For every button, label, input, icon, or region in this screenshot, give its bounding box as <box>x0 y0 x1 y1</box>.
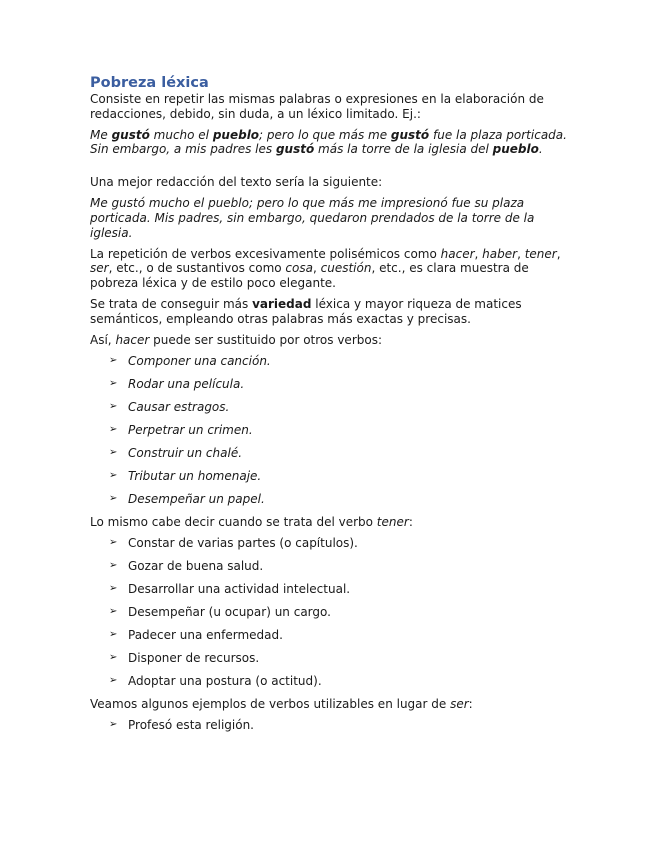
arrow-bullet-icon: ➢ <box>109 718 118 730</box>
arrow-bullet-icon: ➢ <box>109 582 118 594</box>
spacer <box>90 163 570 175</box>
tener-list <box>90 536 570 689</box>
arrow-bullet-icon: ➢ <box>109 492 118 504</box>
arrow-bullet-icon: ➢ <box>109 536 118 548</box>
arrow-bullet-icon: ➢ <box>109 628 118 640</box>
list-item: ➢ Disponer de recursos. <box>109 650 260 665</box>
arrow-bullet-icon: ➢ <box>109 400 118 412</box>
list-item: ➢ Construir un chalé. <box>109 445 243 460</box>
list-item: ➢ Tributar un homenaje. <box>109 468 262 483</box>
arrow-bullet-icon: ➢ <box>109 651 118 663</box>
ser-intro-paragraph: Veamos algunos ejemplos de verbos utilizables en lugar de ser: <box>90 696 473 711</box>
hacer-list <box>90 354 570 507</box>
better-intro-paragraph: Una mejor redacción del texto sería la siguiente: <box>90 175 383 190</box>
good-example-paragraph: Me gustó mucho el pueblo; pero lo que más me impresionó fue su plaza porticada. Mis padres, sin embargo, quedaron prendados de la torre de la iglesia. <box>90 196 535 240</box>
bad-example-paragraph: Me gustó mucho el pueblo; pero lo que más me gustó fue la plaza porticada. Sin embargo, a mis padres les gustó más la torre de la iglesia del pueblo. <box>90 127 567 157</box>
list-item: ➢ Desarrollar una actividad intelectual. <box>109 581 351 596</box>
repetition-paragraph: La repetición de verbos excesivamente polisémicos como hacer, haber, tener, ser, etc., o de sustantivos como cosa, cuestión, etc., es clara muestra de pobreza léxica y de estilo poco elegante. <box>90 246 561 290</box>
hacer-intro-paragraph: Así, hacer puede ser sustituido por otros verbos: <box>90 332 382 347</box>
list-item: ➢ Causar estragos. <box>109 399 230 414</box>
arrow-bullet-icon: ➢ <box>109 605 118 617</box>
arrow-bullet-icon: ➢ <box>109 469 118 481</box>
list-item: ➢ Rodar una película. <box>109 376 245 391</box>
arrow-bullet-icon: ➢ <box>109 377 118 389</box>
list-item: ➢ Padecer una enfermedad. <box>109 627 283 642</box>
list-item: ➢ Desempeñar (u ocupar) un cargo. <box>109 604 331 619</box>
arrow-bullet-icon: ➢ <box>109 354 118 366</box>
list-item: ➢ Constar de varias partes (o capítulos). <box>109 535 358 550</box>
section-heading: Pobreza léxica <box>90 75 209 91</box>
document-page <box>90 74 570 741</box>
arrow-bullet-icon: ➢ <box>109 423 118 435</box>
list-item: ➢ Gozar de buena salud. <box>109 558 264 573</box>
list-item: ➢ Desempeñar un papel. <box>109 491 265 506</box>
arrow-bullet-icon: ➢ <box>109 674 118 686</box>
list-item: ➢ Componer una canción. <box>109 353 271 368</box>
list-item: ➢ Profesó esta religión. <box>109 717 254 732</box>
tener-intro-paragraph: Lo mismo cabe decir cuando se trata del verbo tener: <box>90 514 413 529</box>
ser-list <box>90 718 570 733</box>
list-item: ➢ Adoptar una postura (o actitud). <box>109 673 322 688</box>
variety-paragraph: Se trata de conseguir más variedad léxica y mayor riqueza de matices semánticos, empleando otras palabras más exactas y precisas. <box>90 297 522 326</box>
intro-paragraph: Consiste en repetir las mismas palabras o expresiones en la elaboración de redacciones, debido, sin duda, a un léxico limitado. Ej.: <box>90 92 544 121</box>
arrow-bullet-icon: ➢ <box>109 446 118 458</box>
list-item: ➢ Perpetrar un crimen. <box>109 422 253 437</box>
arrow-bullet-icon: ➢ <box>109 559 118 571</box>
